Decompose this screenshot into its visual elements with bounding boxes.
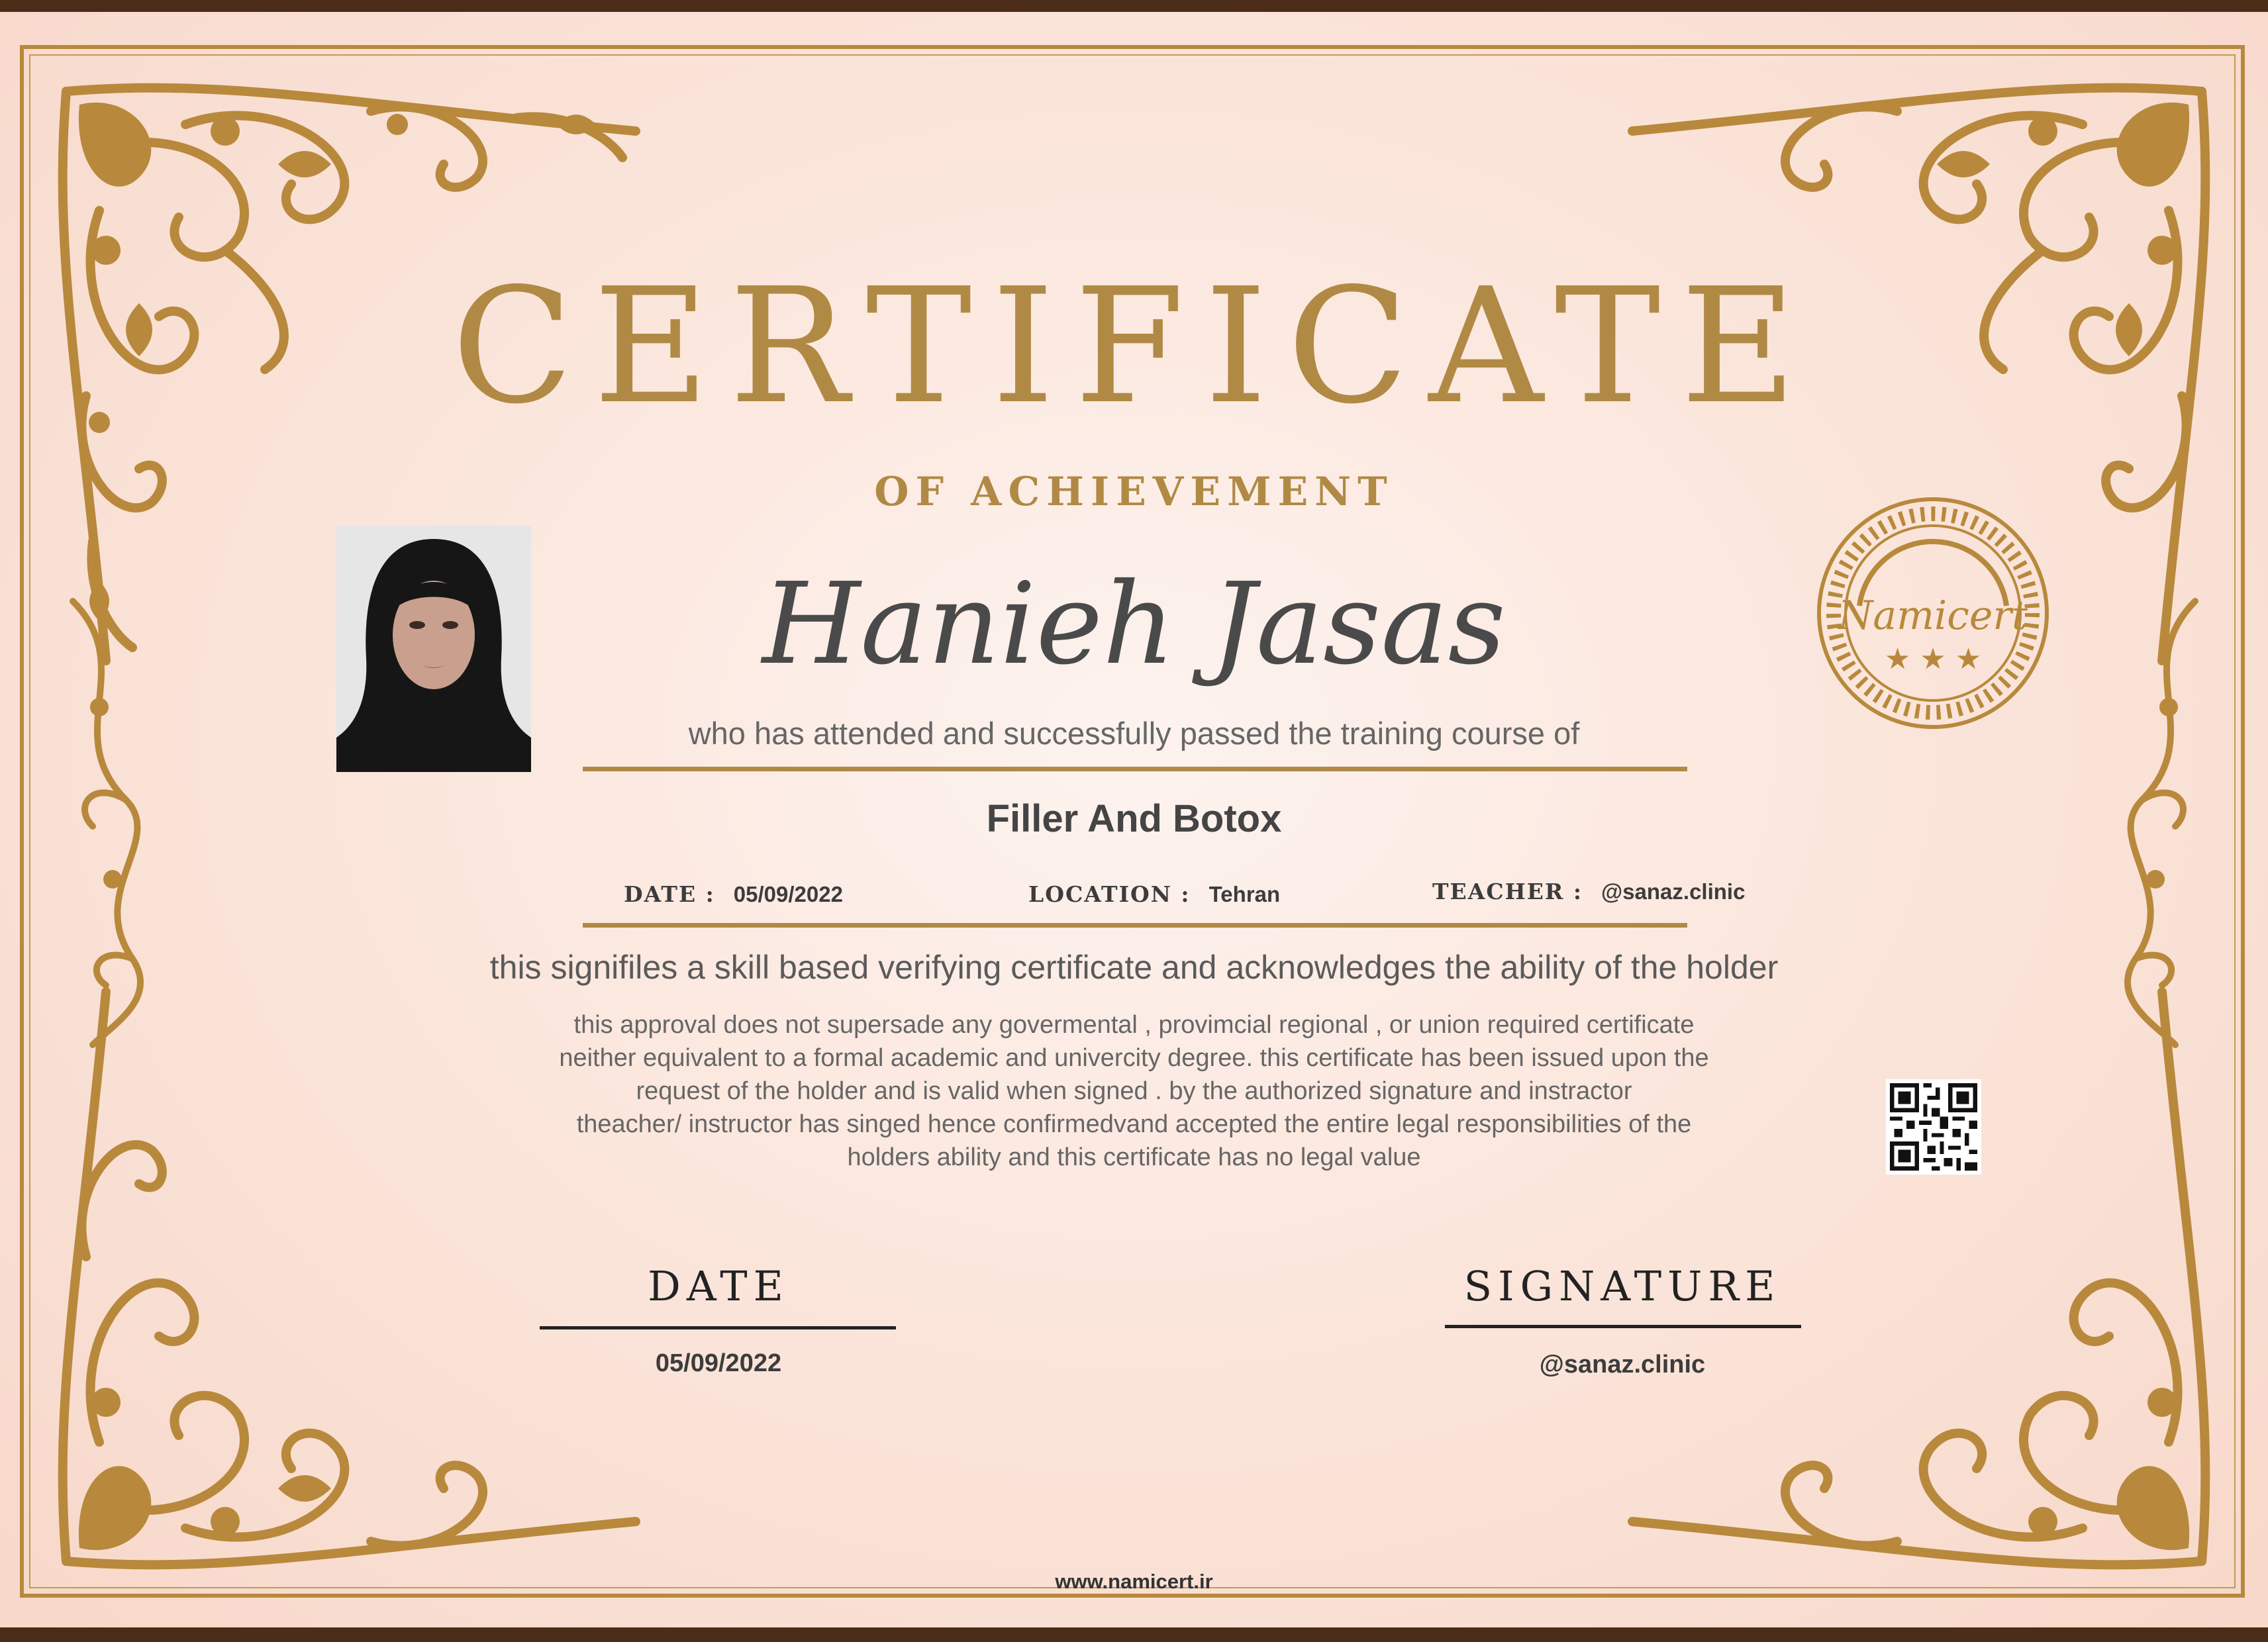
divider-top [583, 767, 1687, 771]
location-detail-value: Tehran [1208, 882, 1281, 906]
footer-signature-line [1445, 1325, 1801, 1328]
date-detail-value: 05/09/2022 [733, 882, 843, 906]
approval-line: holders ability and this certificate has no legal value [847, 1143, 1421, 1171]
certificate-page [0, 12, 2268, 1627]
signifies-text: this signifiles a skill based verifying certificate and acknowledges the ability of the holder [489, 949, 1779, 986]
location-detail-label: LOCATION : [1028, 881, 1191, 907]
teacher-detail-label: TEACHER : [1432, 879, 1583, 904]
website-link[interactable]: www.namicert.ir [1055, 1570, 1213, 1593]
qr-code[interactable] [1886, 1079, 1981, 1175]
date-detail-label: DATE : [624, 881, 715, 907]
seal-text: Namicert [1838, 593, 2028, 639]
approval-paragraph [464, 1008, 1804, 1174]
approval-line: request of the holder and is valid when signed . by the authorized signature and instractor [636, 1077, 1632, 1105]
approval-line: theacher/ instructor has singed hence confirmedvand accepted the entire legal responsibilities of the [576, 1110, 1692, 1138]
course-name: Filler And Botox [986, 797, 1282, 840]
date-detail [624, 881, 843, 907]
location-detail [1028, 881, 1280, 907]
footer-date-label: DATE [648, 1262, 789, 1310]
certificate-title: CERTIFICATE [452, 254, 1816, 439]
approval-line: this approval does not supersade any govermental , provimcial regional , or union required certificate [573, 1011, 1695, 1039]
footer-signature-value: @sanaz.clinic [1539, 1351, 1706, 1378]
footer-signature-label: SIGNATURE [1463, 1262, 1781, 1310]
svg-text:★ ★ ★: ★ ★ ★ [1884, 642, 1982, 676]
teacher-detail [1432, 879, 1745, 904]
teacher-detail-value: @sanaz.clinic [1601, 879, 1746, 904]
attended-text: who has attended and successfully passed the training course of [688, 716, 1580, 751]
certificate-subtitle: OF ACHIEVEMENT [874, 469, 1394, 515]
footer-date-value: 05/09/2022 [655, 1349, 782, 1377]
footer-date-line [540, 1326, 896, 1329]
recipient-name: Hanieh Jasas [762, 559, 1506, 690]
approval-line: neither equivalent to a formal academic and univercity degree. this certificate has been issued upon the [559, 1044, 1709, 1072]
divider-bottom [583, 923, 1687, 928]
